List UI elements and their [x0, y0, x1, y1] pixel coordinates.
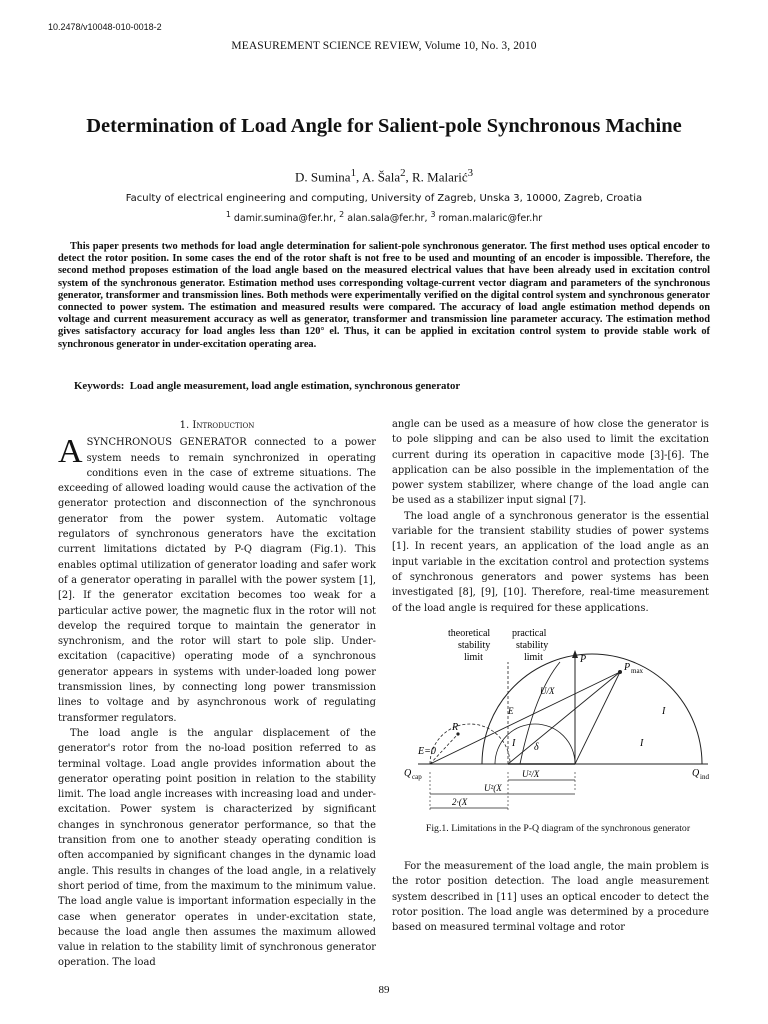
page-number: 89	[378, 984, 390, 996]
authors: D. Sumina$^1$, A. Šala$^2$, R. Malarić$^3$	[294, 167, 474, 185]
label-practical: practical	[512, 628, 547, 639]
section-title: Introduction	[192, 420, 255, 431]
journal-header: MEASUREMENT SCIENCE REVIEW, Volume 10, No. 3, 2010	[231, 40, 537, 52]
keywords	[74, 380, 460, 392]
right-column-bottom	[392, 859, 709, 935]
formula-3: 2·(X	[452, 797, 468, 807]
doi: 10.2478/v10048-010-0018-2	[48, 22, 162, 32]
label-practical: limit	[524, 652, 543, 663]
figure-caption: Fig.1. Limitations in the P-Q diagram of the synchronous generator	[425, 823, 691, 834]
label-ifmax: I	[640, 738, 644, 749]
label-qcap-sub: cap	[412, 773, 422, 781]
drop-cap: A	[58, 433, 83, 471]
label-qcap: Q	[404, 768, 412, 779]
pq-diagram	[400, 622, 716, 818]
right-paragraph-2: The load angle of a synchronous generator is the essential variable for the transient stability studies of power systems [1]. In recent years, an application of the load angle as an input variable in the excitation control and protection systems of synchronous generators and power systems has been investigated [8], [9], [10]. Therefore, real-time measurement of the load angle is required for these applications.	[392, 510, 709, 614]
label-e0: E=0	[418, 746, 436, 757]
label-ifmin: I	[512, 738, 516, 749]
label-p: P	[580, 654, 587, 665]
intro-lead: SYNCHRONOUS GENERATOR	[86, 437, 247, 449]
email-link[interactable]: alan.sala@fer.hr	[347, 213, 425, 225]
author-name: A. Šala	[361, 169, 401, 185]
email-link[interactable]: roman.malaric@fer.hr	[438, 213, 543, 225]
section-number: 1.	[179, 420, 190, 431]
right-paragraph-1: angle can be used as a measure of how close the generator is to pole slipping and can be also used to limit the excitation current during its operation in capacitive mode [3]-[6]. The application can be also possible in the implementation of the power system stabilizer, where change of the load angle can be used as a stabilizer input signal [7].	[392, 419, 709, 507]
label-delta: δ	[534, 742, 539, 753]
emails: $^1$ damir.sumina@fer.hr, $^2$ alan.sala@fer.hr, $^3$ roman.malaric@fer.hr	[225, 210, 543, 225]
imax-vector	[575, 672, 620, 764]
pmax-point	[618, 670, 622, 674]
email-link[interactable]: damir.sumina@fer.hr	[233, 213, 334, 225]
email-sup: 1	[225, 210, 231, 219]
email-sup: 2	[339, 210, 345, 219]
intro-paragraph-1	[58, 435, 376, 726]
author-sup: 1	[350, 167, 357, 179]
paper-title: Determination of Load Angle for Salient-pole Synchronous Machine	[86, 115, 682, 137]
affiliation: Faculty of electrical engineering and computing, University of Zagreb, Unska 3, 10000, Zagreb, Croatia	[125, 193, 643, 204]
label-theoretical: limit	[464, 652, 483, 663]
label-practical: stability	[516, 640, 549, 651]
formula-1: U²/X	[522, 769, 540, 779]
abstract: This paper presents two methods for load angle determination for salient-pole synchronous generator. The first method uses optical encoder to detect the rotor position. In some cases the end of the rotor shaft is not free to be used and mounting of an encoder is impossible. Therefore, the second method proposes estimation of the load angle based on the measured electrical values that have been already used in excitation control system of the synchronous generator. Estimation method uses corresponding voltage-current vector diagram and parameters of the synchronous generator, transformer and transmission lines. Both methods were experimentally verified on the digital control system and synchronous generator connected to power system. The estimation and measured results were compared. The accuracy of load angle estimation method depends on voltage and current measurement accuracy as well as generator, transformer and transmission line parameter accuracy. The estimation method gives satisfactory accuracy for load angles less than 120° el. Thus, it can be applied in excitation control system to provide stable work of synchronous generator in under-excitation operating area.	[58, 241, 710, 350]
label-qind-sub: ind	[700, 773, 709, 781]
author-sup: 2	[400, 167, 406, 179]
label-u-xd: U/X	[540, 686, 555, 696]
label-qind: Q	[692, 768, 700, 779]
label-emax: E	[508, 706, 514, 716]
email-sup: 3	[430, 210, 436, 219]
intro-text-1: connected to a power system needs to remain synchronized in operating conditions even in the case of extreme situations. The exceeding of allowed loading would cause the activation of the generator protection and disconnection of the synchronous generator from the power system. Automatic voltage regulators of synchronous generators have the excitation current limitations dictated by P-Q diagram (Fig.1). This enables optimal utilization of generator loading and safer work of a generator operating in parallel with the power system [1], [2]. If the generator excitation becomes too weak for a particular active power, the magnetic flux in the rotor will not develop the required torque to maintain the generator in synchronism, and the rotor will start to pole slip. Under-excitation (capacitive) operating mode of a synchronous generator appears in systems with under-loaded long power transmission lines, by connecting long power transmission lines to voltage and by asynchronous work of regulating transformer regulators.	[58, 437, 376, 724]
p-axis-arrow	[572, 650, 578, 658]
pq-diagram-figure	[400, 622, 716, 818]
label-pmax-sub: max	[631, 667, 644, 675]
keywords-label: Keywords:	[74, 380, 125, 392]
keywords-text: Load angle measurement, load angle estimation, synchronous generator	[129, 380, 461, 392]
author-sup: 3	[467, 167, 474, 179]
label-imax: I	[662, 706, 666, 717]
left-column	[58, 418, 376, 971]
label-theoretical: theoretical	[448, 628, 491, 639]
author-name: D. Sumina	[294, 169, 351, 185]
intro-paragraph-2: The load angle is the angular displacement of the generator's rotor from the no-load position referred to as terminal voltage. Load angle provides information about the generator operating point position in relation to the stability limit. The load angle increases with increasing load and under-excitation. Power system is characterized by significant changes in synchronous generator performance, so that the transition from one to another steady operating condition is often accompanied by significant changes in the dynamic load angle. This results in changes of the load angle, in a relatively short period of time, from the maximum to the minimum value. The load angle value is important information especially in the case when generator operates in under-excitation state, because the load angle then assumes the maximum allowed value in relation to the stability limit of synchronous generator operation. The load	[58, 727, 376, 969]
section-heading	[58, 418, 376, 433]
right-paragraph-3: For the measurement of the load angle, the main problem is the rotor position detection. The load angle measurement system described in [11] uses an optical encoder to detect the rotor position. The load angle was determined by a procedure based on measured terminal voltage and rotor	[392, 861, 709, 934]
author-name: R. Malarić	[412, 169, 468, 185]
label-theoretical: stability	[458, 640, 491, 651]
label-r: R	[452, 722, 459, 733]
label-pmax: P	[624, 662, 631, 673]
right-column	[392, 417, 709, 616]
formula-2: U²(X	[484, 783, 502, 793]
